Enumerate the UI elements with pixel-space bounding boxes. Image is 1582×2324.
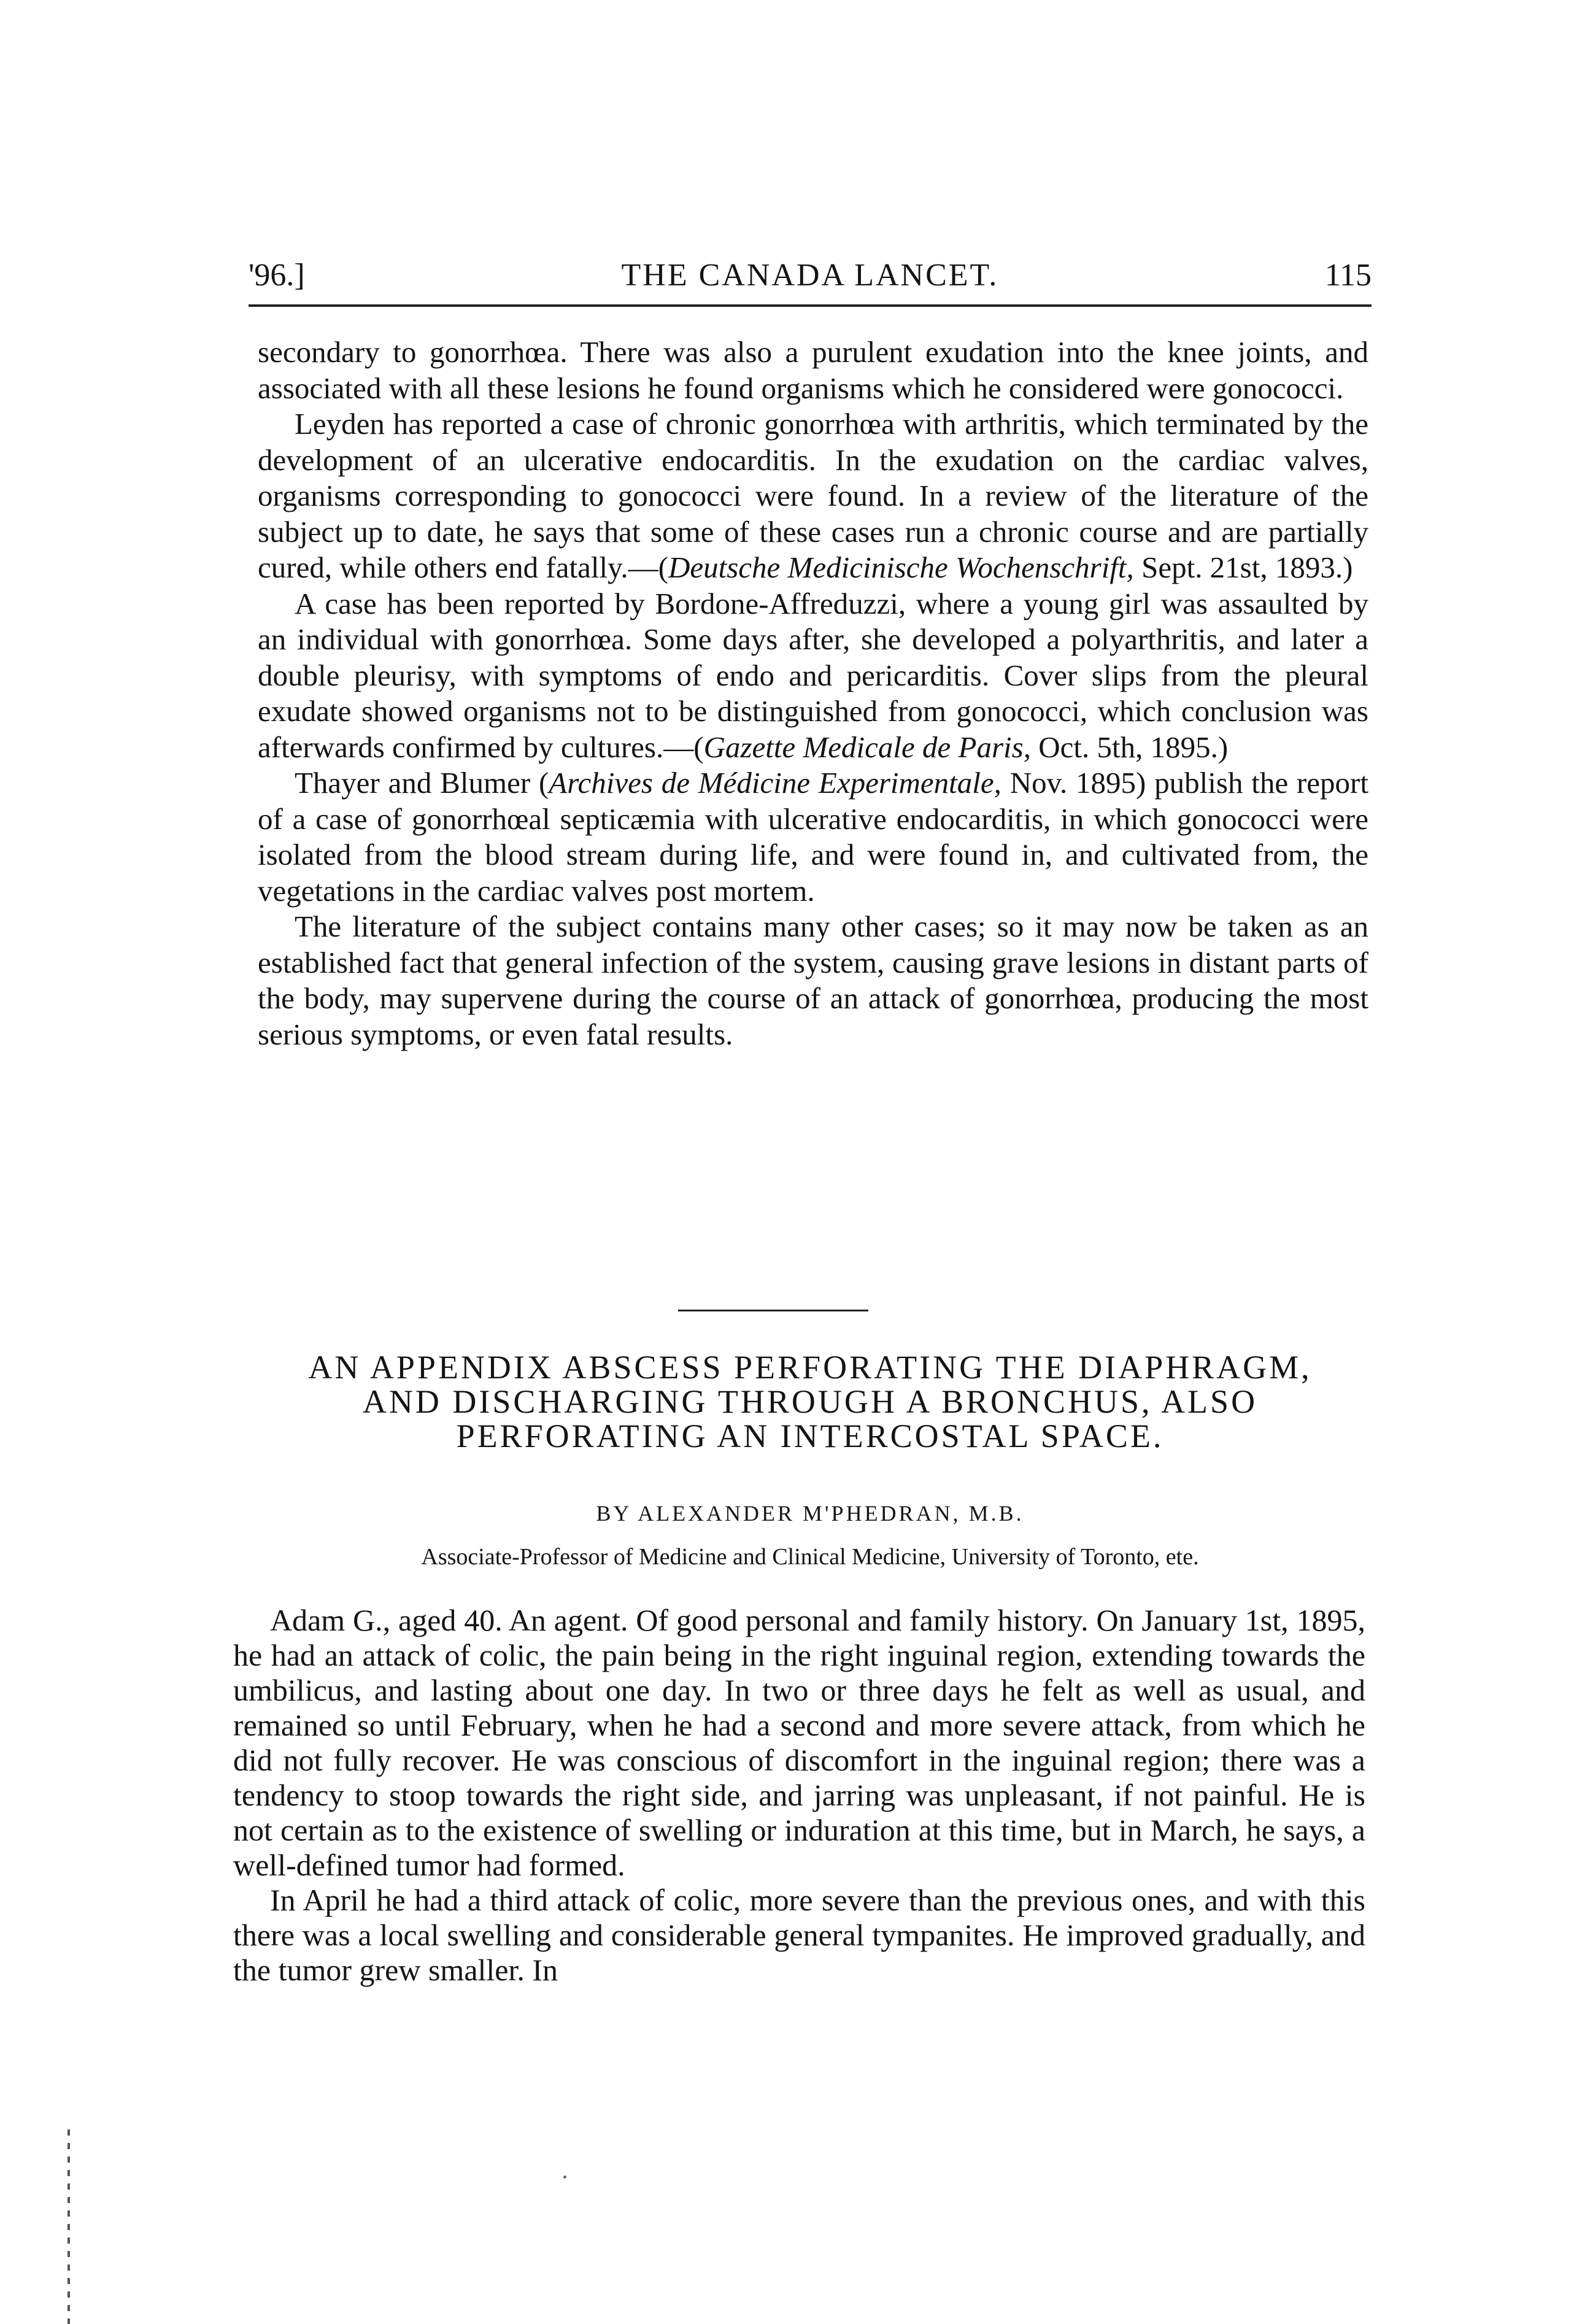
volume-label: '96.] xyxy=(249,258,305,293)
paragraph xyxy=(258,909,1368,1052)
author-byline: BY ALEXANDER M'PHEDRAN, M.B. xyxy=(596,1501,1024,1526)
paragraph-text: secondary to gonorrhœa. There was also a purulent exudation into the knee joints, and associated with all these lesions he found organisms which he considered were gonococci. xyxy=(258,335,1368,405)
paragraph-text: Thayer and Blumer ( xyxy=(295,766,549,800)
paragraph-text: Oct. 5th, 1895.) xyxy=(1030,730,1229,764)
paragraph xyxy=(258,334,1368,406)
paragraph-text: In April he had a third attack of colic, more severe than the previous ones, and with this there was a local swelling and considerable general tympanites. He improved gradually, and the tumor grew smaller. In xyxy=(233,1883,1365,1987)
paragraph-text: Sept. 21st, 1893.) xyxy=(1133,550,1353,584)
binding-edge-mark xyxy=(68,2129,70,2324)
paragraph-text: The literature of the subject contains many other cases; so it may now be taken as an established fact that general infection of the system, causing grave lesions in distant parts of the body, may supervene during the course of an attack of gonorrhœa, producing the most serious symptoms, or even fatal results. xyxy=(258,909,1368,1051)
paragraph xyxy=(233,1603,1365,1883)
citation-italic: Archives de Médicine Experimentale, xyxy=(549,766,1001,800)
paragraph-text: Nov. 1895) publish the report of a case of gonorrhœal septicæmia with ulcerative endocarditis, in which gonococci were isolated from the blood stream during life, and were found in, and cultivated from, the vegetations in the cardiac valves post mortem. xyxy=(258,766,1368,908)
paragraph xyxy=(258,765,1368,909)
paragraph xyxy=(258,406,1368,586)
paragraph-text: Adam G., aged 40. An agent. Of good personal and family history. On January 1st, 1895, he had an attack of colic, the pain being in the right inguinal region, extending towards the umbilicus, and lasting about one day. In two or three days he felt as well as usual, and remained so until February, when he had a second and more severe attack, from which he did not fully recover. He was conscious of discomfort in the inguinal region; there was a tendency to stoop towards the right side, and jarring was unpleasant, if not painful. He is not certain as to the existence of swelling or induration at this time, but in March, he says, a well-defined tumor had formed. xyxy=(233,1603,1365,1882)
paper-speck xyxy=(563,2175,566,2179)
section-separator xyxy=(678,1310,868,1311)
article-title-line: AN APPENDIX ABSCESS PERFORATING THE DIAPHRAGM, xyxy=(308,1349,1312,1386)
paragraph xyxy=(258,586,1368,766)
paragraph-text: A case has been reported by Bordone-Affreduzzi, where a young girl was assaulted by an individual with gonorrhœa. Some days after, she developed a polyarthritis, and later a double pleurisy, with symptoms of endo and pericarditis. Cover slips from the pleural exudate showed organisms not to be distinguished from gonococci, which conclusion was afterwards confirmed by cultures.—( xyxy=(258,586,1368,764)
paragraph xyxy=(233,1883,1365,1988)
journal-title: THE CANADA LANCET. xyxy=(621,258,999,293)
previous-article-continuation xyxy=(258,334,1368,1052)
article-title-line: AND DISCHARGING THROUGH A BRONCHUS, ALSO xyxy=(362,1383,1258,1420)
running-header xyxy=(249,254,1372,297)
article-title-line: PERFORATING AN INTERCOSTAL SPACE. xyxy=(456,1418,1164,1454)
page-number: 115 xyxy=(1324,258,1372,293)
article-title xyxy=(249,1350,1372,1453)
citation-italic: Deutsche Medicinische Wochenschrift, xyxy=(668,550,1134,584)
header-rule xyxy=(249,304,1372,307)
citation-italic: Gazette Medicale de Paris, xyxy=(703,730,1031,764)
article-body xyxy=(233,1603,1365,1988)
paragraph-text: Leyden has reported a case of chronic gonorrhœa with arthritis, which terminated by the development of an ulcerative endocarditis. In the exudation on the cardiac valves, organisms corresponding to gonococci were found. In a review of the literature of the subject up to date, he says that some of these cases run a chronic course and are partially cured, while others end fatally.—( xyxy=(258,407,1368,584)
author-affiliation: Associate-Professor of Medicine and Clinical Medicine, University of Toronto, ete. xyxy=(421,1544,1199,1570)
